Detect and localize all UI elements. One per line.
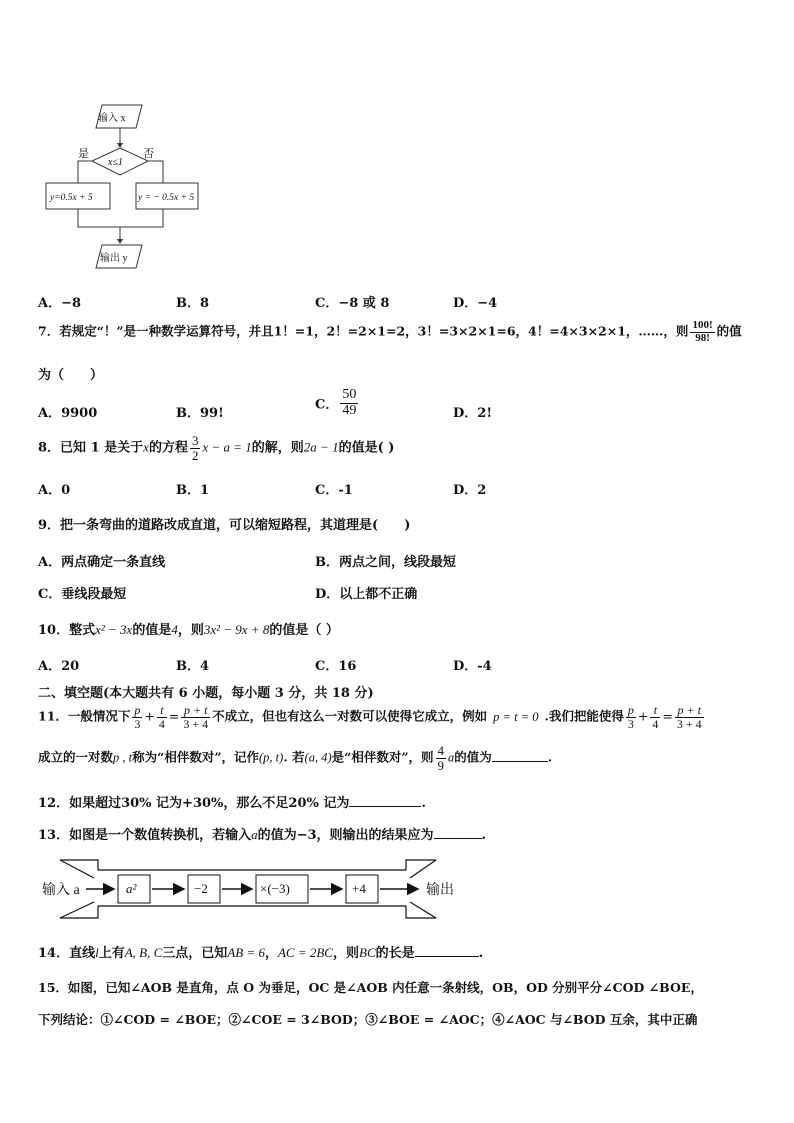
q6-option-a: A．−8	[38, 296, 82, 311]
q10-option-b: B．4	[176, 659, 210, 674]
q10-option-a: A．20	[38, 659, 80, 674]
q7-option-b: B．99!	[176, 406, 224, 421]
q11-answer-blank[interactable]	[492, 761, 548, 762]
flowchart-output-text: 输出 y	[100, 253, 128, 264]
q9-option-a: A．两点确定一条直线	[38, 555, 166, 570]
q11-line1: 11．一般情况下 $\frac{p}{3}$ + $\frac{t}{4}$ = $\frac{p + t}{3 + 4}$ 不成立，但也有这么一对数可以使得它成立，例如 p = t = 0 .我们把能使得 $\frac{p}{3}$ + $\frac{t}{4}$ = $\frac{p + t}{3 + 4}$	[38, 703, 702, 731]
q7-stem-cont: 为（ ）	[38, 368, 104, 383]
q6-option-d: D．−4	[453, 296, 498, 311]
q7-stem: 7．若规定“！”是一种数学运算符号，并且1！=1，2！=2×1=2，3！=3×2×1=6，4！=4×3×2×1，……，则 $\frac{100!}{98!}$ 的值	[38, 319, 742, 344]
q12-stem: 12．如果超过30% 记为+30%，那么不足20% 记为 .	[38, 796, 426, 811]
q9-stem: 9．把一条弯曲的道路改成直道，可以缩短路程，其道理是( )	[38, 518, 411, 533]
q15-line1: 15．如图，已知∠AOB 是直角，点 O 为垂足，OC 是∠AOB 内任意一条射线，OB，OD 分别平分∠COD ∠BOE，	[38, 980, 703, 995]
q12-answer-blank[interactable]	[349, 806, 421, 807]
q14-answer-blank[interactable]	[415, 956, 479, 957]
flowchart-yes-label: 是	[78, 148, 89, 160]
q6-option-c: C．−8 或 8	[315, 296, 390, 311]
section-heading: 二、填空题(本大题共有 6 小题，每小题 3 分，共 18 分)	[38, 686, 374, 701]
q9-option-c: C．垂线段最短	[38, 587, 127, 602]
q6-option-b: B．8	[176, 296, 210, 311]
flowchart-condition: x≤1	[108, 157, 123, 168]
q7-option-c: C． $\frac{50}{49}$	[315, 387, 357, 418]
flowchart-input-text: 输入 x	[98, 113, 126, 124]
q8-stem: 8．已知 1 是关于x的方程 $\frac{3}{2}$ x − a = 1的解，则2a − 1的值是( )	[38, 433, 395, 463]
q7-option-a: A．9900	[38, 406, 98, 421]
q8-option-d: D．2	[453, 483, 487, 498]
q14-stem: 14．直线l上有A, B, C三点，已知AB = 6，AC = 2BC，则BC的长是 .	[38, 945, 484, 961]
q8-option-c: C．-1	[315, 483, 353, 498]
q8-option-a: A．0	[38, 483, 71, 498]
svg-text:a²: a²	[126, 881, 137, 896]
q13-answer-blank[interactable]	[434, 838, 482, 839]
q15-line2: 下列结论：①∠COD = ∠BOE；②∠COE = 3∠BOD；③∠BOE = ∠AOC；④∠AOC 与∠BOD 互余，其中正确	[38, 1012, 698, 1027]
q8-option-b: B．1	[176, 483, 210, 498]
flowchart-right-text: y = − 0.5x + 5	[138, 193, 195, 203]
q9-option-d: D．以上都不正确	[315, 587, 418, 602]
flowchart-left-text: y=0.5x + 5	[50, 193, 93, 203]
svg-text:+4: +4	[352, 881, 366, 896]
q10-stem: 10．整式x² − 3x的值是4，则3x² − 9x + 8的值是（ ）	[38, 622, 339, 638]
machine-input-label: 输入 a	[42, 883, 80, 898]
flowchart-diagram	[40, 95, 210, 275]
q10-option-c: C．16	[315, 659, 357, 674]
q10-option-d: D．-4	[453, 659, 492, 674]
flowchart-no-label: 否	[143, 148, 154, 160]
conversion-machine-diagram	[38, 856, 463, 924]
q11-line2: 成立的一对数p , t称为“相伴数对”，记作(p, t). 若(a, 4)是“相伴数对”，则 $\frac{4}{9}$ a的值为 .	[38, 743, 553, 773]
q7-option-d: D．2!	[453, 406, 493, 421]
q13-stem: 13．如图是一个数值转换机，若输入a的值为−3，则输出的结果应为 .	[38, 827, 487, 843]
svg-text:×(−3): ×(−3)	[260, 881, 290, 896]
svg-text:−2: −2	[194, 881, 208, 896]
machine-output-label: 输出	[426, 883, 454, 898]
q9-option-b: B．两点之间，线段最短	[315, 555, 456, 570]
